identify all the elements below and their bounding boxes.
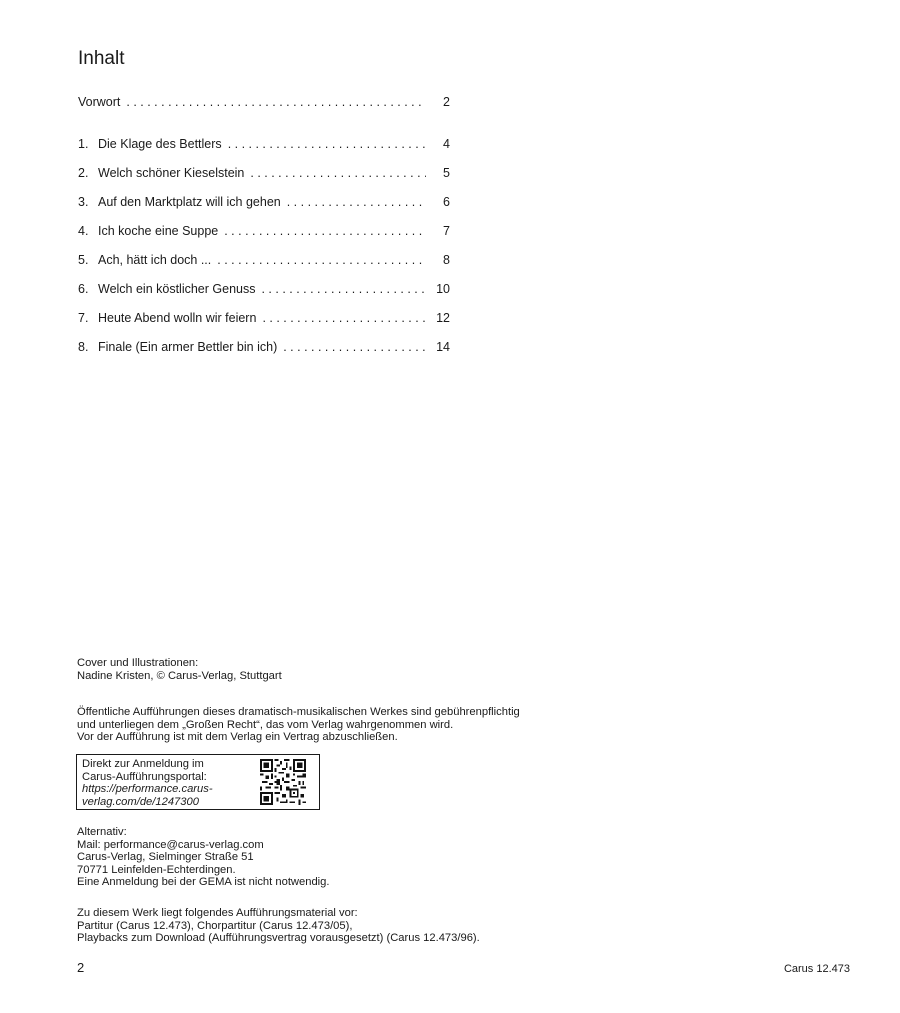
toc-entry-page: 2: [443, 95, 450, 109]
toc-leader-dots: [228, 134, 426, 154]
toc-entry-page: 12: [436, 311, 450, 325]
toc-leader-dots: [261, 279, 426, 299]
toc-entry-page: 14: [436, 340, 450, 354]
toc-entry-page: 4: [443, 137, 450, 151]
registration-box: Direkt zur Anmeldung im Carus-Aufführungsportal: https://performance.carus- verlag.com/de/1247300: [76, 754, 320, 810]
qr-code-icon[interactable]: [253, 759, 313, 805]
alternative-contact: Alternativ: Mail: performance@carus-verlag.com Carus-Verlag, Sielminger Straße 51 70771 Leinfelden-Echterdingen. Eine Anmeldung bei der GEMA ist nicht notwendig.: [77, 826, 330, 889]
toc-entry-page: 5: [443, 166, 450, 180]
toc-entry: [78, 134, 450, 163]
toc-entry: [78, 250, 450, 279]
performance-material: Zu diesem Werk liegt folgendes Aufführungsmaterial vor: Partitur (Carus 12.473), Chorpartitur (Carus 12.473/05), Playbacks zum Download (Aufführungsvertrag vorausgesetzt) (Carus 12.473/96).: [77, 907, 480, 945]
toc-leader-dots: [224, 221, 426, 241]
toc-entry-page: 6: [443, 195, 450, 209]
toc-entry-label: 4. Ich koche eine Suppe: [78, 224, 219, 238]
toc-entry: [78, 163, 450, 192]
catalog-number: Carus 12.473: [783, 963, 850, 975]
toc-leader-dots: [217, 250, 426, 270]
page-number: 2: [77, 960, 85, 975]
toc-entry-page: 8: [443, 253, 450, 267]
toc-leader-dots: [250, 163, 426, 183]
toc-entry: [78, 337, 450, 366]
toc-entry-page: 7: [443, 224, 450, 238]
toc-entry-page: 10: [436, 282, 450, 296]
toc-entry-label: 7. Heute Abend wolln wir feiern: [78, 311, 257, 325]
toc-entry-label: 8. Finale (Ein armer Bettler bin ich): [78, 340, 278, 354]
toc-entry: [78, 308, 450, 337]
toc-entry: [78, 279, 450, 308]
toc-entry-label: Vorwort: [78, 95, 121, 109]
performance-rights-notice: Öffentliche Aufführungen dieses dramatisch-musikalischen Werkes sind gebührenpflichtig und unterliegen dem „Großen Recht“, das vom Verlag wahrgenommen wird. Vor der Aufführung ist mit dem Verlag ein Vertrag abzuschließen.: [77, 706, 520, 744]
toc-entry-label: 5. Ach, hätt ich doch ...: [78, 253, 212, 267]
toc-entry-label: 1. Die Klage des Bettlers: [78, 137, 222, 151]
toc-leader-dots: [126, 92, 426, 112]
registration-link-continued[interactable]: verlag.com/de/1247300: [82, 795, 199, 808]
registration-link[interactable]: https://performance.carus-: [82, 783, 213, 796]
toc-entry-vorwort: [78, 92, 450, 121]
toc-entry-label: 2. Welch schöner Kieselstein: [78, 166, 245, 180]
contact-email[interactable]: Mail: performance@carus-verlag.com: [77, 838, 264, 851]
illustration-credits: Cover und Illustrationen: Nadine Kristen, © Carus-Verlag, Stuttgart: [77, 657, 282, 682]
toc-leader-dots: [287, 192, 426, 212]
toc-leader-dots: [283, 337, 426, 357]
toc-entry-label: 3. Auf den Marktplatz will ich gehen: [78, 195, 281, 209]
toc-entry: [78, 192, 450, 221]
toc-entry-label: 6. Welch ein köstlicher Genuss: [78, 282, 256, 296]
toc-entry: [78, 221, 450, 250]
table-of-contents: [78, 92, 450, 366]
toc-leader-dots: [262, 308, 426, 328]
page-title: Inhalt: [78, 48, 125, 69]
